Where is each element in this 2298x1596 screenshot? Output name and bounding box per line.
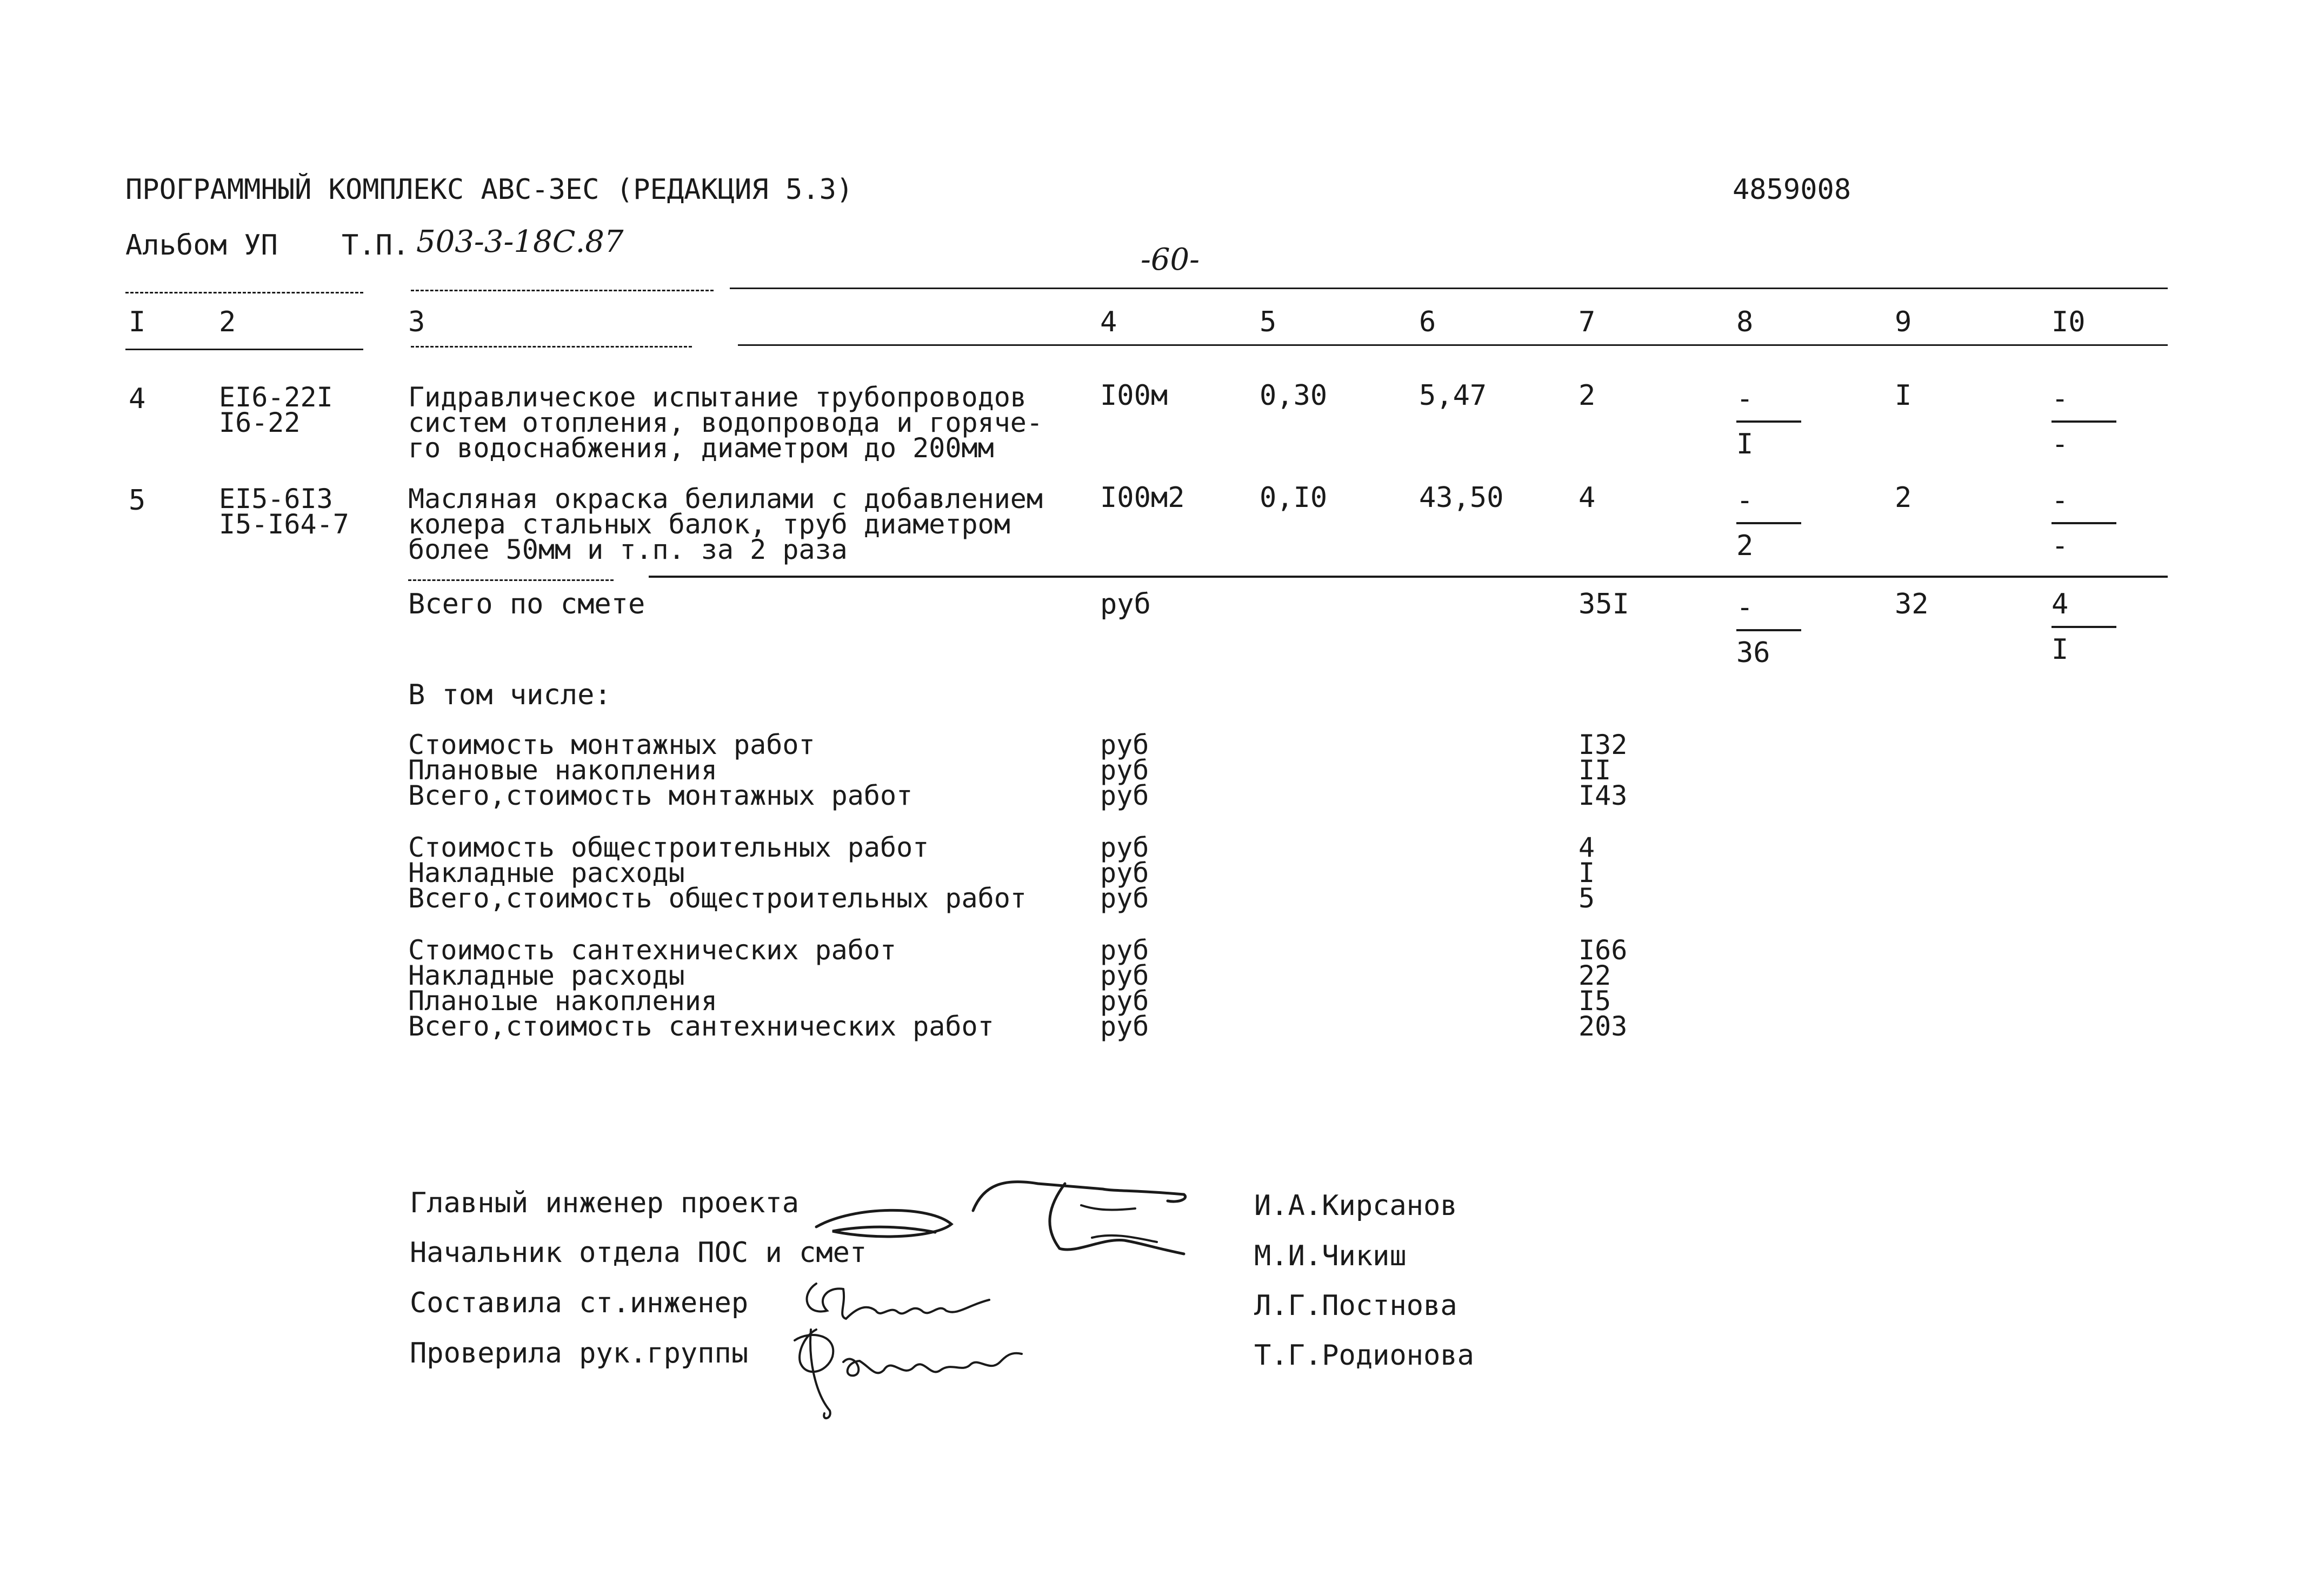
fraction-bar bbox=[2051, 522, 2116, 524]
fraction-top: - bbox=[2051, 383, 2069, 415]
col-header-6: 6 bbox=[1419, 306, 1436, 338]
signature-scribble-chief-engineer bbox=[811, 1173, 1200, 1270]
col-header-5: 5 bbox=[1260, 306, 1277, 338]
signature-role: Начальник отдела ПОС и смет bbox=[410, 1237, 867, 1269]
album-label: Альбом УП bbox=[125, 229, 278, 262]
header-rule-bottom-left bbox=[125, 349, 363, 350]
row-total: 2 bbox=[1578, 379, 1596, 412]
row-col8-fraction bbox=[1736, 385, 1801, 458]
fraction-bottom: I bbox=[2051, 633, 2069, 666]
row-col9: 2 bbox=[1895, 482, 1912, 514]
row-quantity: 0,30 bbox=[1260, 379, 1328, 412]
fraction-bar bbox=[2051, 626, 2116, 628]
signature-role: Главный инженер проекта bbox=[410, 1187, 800, 1219]
row-code: EI5-6I3 I5-I64-7 bbox=[219, 483, 349, 540]
col-header-2: 2 bbox=[219, 306, 236, 338]
row-quantity: 0,I0 bbox=[1260, 482, 1328, 514]
fraction-bottom: 36 bbox=[1736, 637, 1770, 669]
fraction-top: - bbox=[1736, 383, 1754, 415]
breakdown-units: руб руб руб руб bbox=[1100, 934, 1149, 1042]
header-rule-top-mid bbox=[411, 290, 714, 291]
signature-name: И.А.Кирсанов bbox=[1254, 1190, 1457, 1222]
col-header-7: 7 bbox=[1578, 306, 1596, 338]
row-total: 4 bbox=[1578, 482, 1596, 514]
fraction-bar bbox=[1736, 522, 1801, 524]
fraction-bar bbox=[2051, 420, 2116, 423]
col-header-9: 9 bbox=[1895, 306, 1912, 338]
total-col8-fraction bbox=[1736, 593, 1801, 667]
signature-name: Л.Г.Постнова bbox=[1254, 1290, 1457, 1322]
header-rule-bottom-right bbox=[738, 344, 2168, 346]
tp-label: Т.П. bbox=[342, 229, 410, 262]
fraction-bar bbox=[1736, 420, 1801, 423]
fraction-bottom: I bbox=[1736, 428, 1754, 460]
header-rule-top-right bbox=[730, 288, 2168, 289]
total-col9: 32 bbox=[1895, 588, 1929, 620]
row-unit: I00м2 bbox=[1100, 482, 1185, 514]
breakdown-labels: Стоимость монтажных работ Плановые накопления Всего,стоимость монтажных работ bbox=[408, 729, 913, 811]
fraction-top: - bbox=[2051, 484, 2069, 517]
col-header-10: I0 bbox=[2051, 306, 2086, 338]
row-col10-fraction bbox=[2051, 486, 2116, 560]
breakdown-values: I32 II I43 bbox=[1578, 729, 1628, 811]
fraction-bottom: - bbox=[2051, 530, 2069, 562]
row-number: 5 bbox=[129, 484, 146, 517]
row-description: Масляная окраска белилами с добавлением колера стальных балок, труб диаметром более 50мм и т.п. за 2 раза bbox=[408, 483, 1043, 565]
row-code: EI6-22I I6-22 bbox=[219, 382, 333, 438]
total-rule-dashed bbox=[408, 579, 614, 581]
document-number: 4859008 bbox=[1733, 173, 1851, 206]
fraction-top: 4 bbox=[2051, 588, 2069, 620]
row-price: 43,50 bbox=[1419, 482, 1504, 514]
header-rule-bottom-mid bbox=[411, 346, 692, 348]
page-number: -60- bbox=[1141, 242, 1200, 277]
total-col10-fraction bbox=[2051, 590, 2116, 664]
tp-value: 503-3-18С.87 bbox=[416, 224, 624, 259]
col-header-3: 3 bbox=[408, 306, 425, 338]
signature-role: Проверила рук.группы bbox=[410, 1337, 749, 1370]
row-col10-fraction bbox=[2051, 385, 2116, 458]
row-unit: I00м bbox=[1100, 379, 1168, 412]
breakdown-labels: Стоимость сантехнических работ Накладные расходы Планоıые накопления Всего,стоимость сантехнических работ bbox=[408, 934, 994, 1042]
col-header-8: 8 bbox=[1736, 306, 1754, 338]
breakdown-values: I66 22 I5 203 bbox=[1578, 934, 1628, 1042]
fraction-bottom: 2 bbox=[1736, 530, 1754, 562]
row-description: Гидравлическое испытание трубопроводов систем отопления, водопровода и горяче- го водоснабжения, диаметром до 200мм bbox=[408, 382, 1043, 464]
row-col8-fraction bbox=[1736, 486, 1801, 560]
breakdown-title: В том числе: bbox=[408, 679, 611, 711]
signature-name: Т.Г.Родионова bbox=[1254, 1339, 1474, 1372]
fraction-top: - bbox=[1736, 591, 1754, 624]
program-title: ПРОГРАММНЫЙ КОМПЛЕКС АВС-3ЕС (РЕДАКЦИЯ 5.3) bbox=[125, 173, 854, 206]
signature-scribble-reviewer bbox=[778, 1319, 1033, 1427]
col-header-4: 4 bbox=[1100, 306, 1117, 338]
breakdown-labels: Стоимость общестроительных работ Накладные расходы Всего,стоимость общестроительных работ bbox=[408, 832, 1027, 914]
total-unit: руб bbox=[1100, 588, 1151, 620]
breakdown-values: 4 I 5 bbox=[1578, 832, 1595, 914]
total-label: Всего по смете bbox=[408, 588, 645, 620]
breakdown-units: руб руб руб bbox=[1100, 832, 1149, 914]
fraction-top: - bbox=[1736, 484, 1754, 517]
fraction-bar bbox=[1736, 629, 1801, 631]
row-price: 5,47 bbox=[1419, 379, 1487, 412]
col-header-1: I bbox=[129, 306, 146, 338]
breakdown-units: руб руб руб bbox=[1100, 729, 1149, 811]
row-col9: I bbox=[1895, 379, 1912, 412]
fraction-bottom: - bbox=[2051, 428, 2069, 460]
row-number: 4 bbox=[129, 383, 146, 415]
signature-role: Составила ст.инженер bbox=[410, 1287, 749, 1319]
total-value: 35I bbox=[1578, 588, 1629, 620]
total-rule bbox=[649, 576, 2168, 578]
header-rule-top-left bbox=[125, 292, 363, 293]
signature-name: М.И.Чикиш bbox=[1254, 1240, 1407, 1272]
